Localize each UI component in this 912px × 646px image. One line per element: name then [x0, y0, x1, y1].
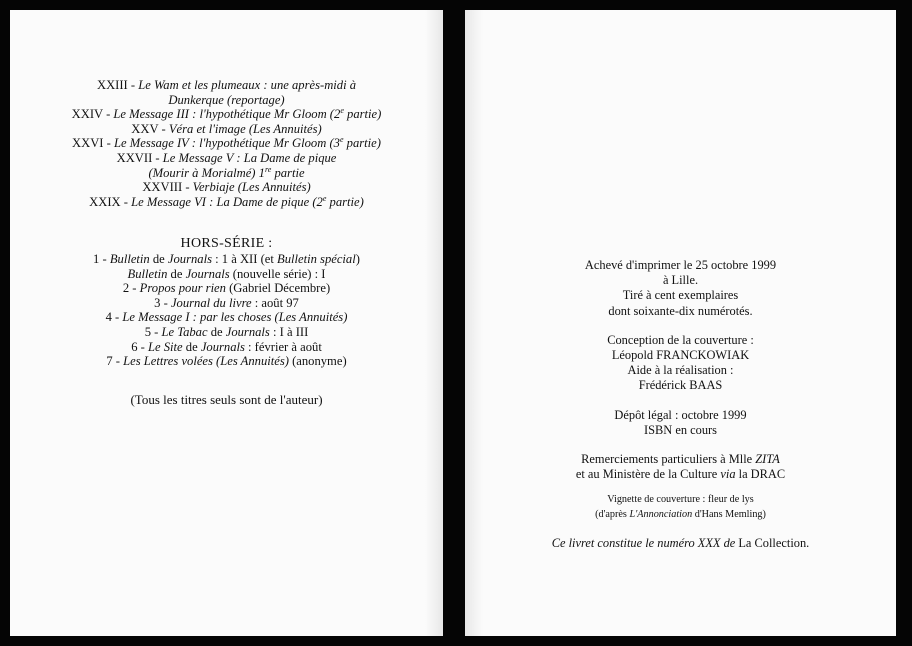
design-line: Aide à la réalisation : [627, 363, 734, 378]
series-entry: XXIII - Le Wam et les plumeaux : une après-midi à [96, 78, 357, 92]
hors-serie-item: 1 - Bulletin de Journals : 1 à XII (et Bulletin spécial) [93, 252, 360, 266]
left-page [10, 10, 443, 636]
right-page [465, 10, 896, 636]
spacer [465, 522, 896, 536]
thanks-line: et au Ministère de la Culture via la DRAC [575, 467, 786, 482]
spacer [465, 438, 896, 452]
legal-line: Dépôt légal : octobre 1999 [614, 407, 747, 422]
series-list [10, 78, 443, 209]
hors-serie-item: 3 - Journal du livre : août 97 [154, 295, 299, 310]
closing-line: Ce livret constitue le numéro XXX de La Collection. [551, 536, 810, 551]
vignette-line: Vignette de couverture : fleur de lys [607, 494, 754, 506]
hors-serie-item: 4 - Le Message I : par les choses (Les Annuités) [105, 310, 348, 325]
printing-line: dont soixante-dix numérotés. [608, 303, 753, 318]
hors-serie-item: 6 - Le Site de Journals : février à août [131, 339, 322, 354]
hors-serie-section [10, 235, 443, 369]
printing-line: à Lille. [662, 273, 699, 288]
hors-serie-item: Bulletin de Journals (nouvelle série) : I [127, 266, 326, 281]
colophon [465, 258, 896, 552]
spacer [465, 482, 896, 492]
series-entry: XXVIII - Verbiaje (Les Annuités) [142, 180, 311, 195]
series-entry-continued: (Mourir à Morialmé) 1re partie [148, 164, 305, 180]
series-entry: XXVI - Le Message IV : l'hypothétique Mr Gloom (3e partie) [72, 135, 381, 151]
legal-line: ISBN en cours [644, 422, 717, 437]
note-text: (Tous les titres seuls sont de l'auteur) [130, 392, 323, 407]
printing-line: Achevé d'imprimer le 25 octobre 1999 [584, 258, 777, 272]
design-line: Léopold FRANCKOWIAK [611, 348, 750, 363]
thanks-line: Remerciements particuliers à Mlle ZITA [581, 452, 780, 467]
hors-serie-title: HORS-SÉRIE : [180, 236, 273, 251]
series-entry: XXIV - Le Message III : l'hypothétique Mr Gloom (2e partie) [71, 106, 382, 122]
hors-serie-item: 5 - Le Tabac de Journals : I à III [144, 324, 309, 339]
design-line: Conception de la couverture : [607, 332, 754, 347]
vignette-line: (d'après L'Annonciation d'Hans Memling) [595, 509, 766, 521]
spacer [465, 394, 896, 408]
spacer [465, 319, 896, 333]
series-entry: XXV - Véra et l'image (Les Annuités) [131, 121, 322, 136]
series-entry-continued: Dunkerque (reportage) [168, 92, 285, 107]
design-line: Frédérick BAAS [638, 378, 723, 393]
hors-serie-item: 7 - Les Lettres volées (Les Annuités) (anonyme) [106, 354, 347, 369]
hors-serie-item: 2 - Propos pour rien (Gabriel Décembre) [122, 281, 331, 296]
authorship-note [10, 393, 443, 408]
printing-line: Tiré à cent exemplaires [622, 288, 739, 303]
series-entry: XXVII - Le Message V : La Dame de pique [116, 150, 337, 165]
series-entry: XXIX - Le Message VI : La Dame de pique (2e partie) [89, 193, 364, 209]
